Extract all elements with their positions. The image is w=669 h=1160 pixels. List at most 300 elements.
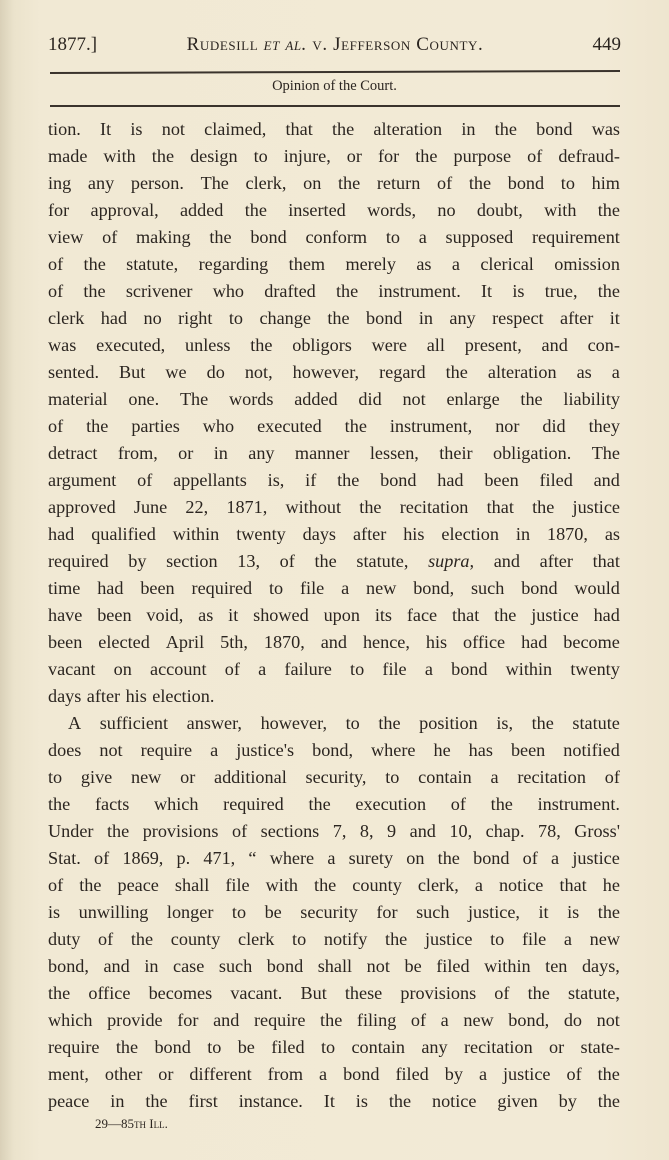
word: from, [117,443,158,463]
word: of [231,821,248,841]
word: such [416,902,450,922]
word: however, [260,713,327,733]
word: words, [367,200,417,220]
word: had [48,524,75,544]
word: in [418,308,433,328]
word: within [172,524,220,544]
word: county [170,929,221,949]
word: filed [539,470,573,490]
word: required [191,578,253,598]
word: ment, [48,1064,89,1084]
word: to [207,1037,222,1057]
word: not [99,740,123,760]
word: bond, [48,956,89,976]
word: a [258,659,267,679]
word: after [560,308,594,328]
word: respect [492,308,544,328]
word: a [341,578,350,598]
word: or [346,146,362,166]
text-line [48,872,620,899]
word: clerical [480,254,534,274]
word: the [314,875,337,895]
word: as [416,254,432,274]
header-rule-bottom [50,105,620,107]
word: the [597,902,620,922]
word: new [366,578,397,598]
word: his [425,632,448,652]
text-line [48,899,620,926]
text-line [48,1061,620,1088]
word: for [177,1010,199,1030]
word: which [153,794,199,814]
word: the [468,173,492,193]
word: claimed, [204,119,267,139]
word: inserted [288,200,346,220]
word: clerk, [245,173,287,193]
text-line [48,116,620,143]
word: instance. [238,1091,303,1111]
word: the [531,713,554,733]
text-line [48,170,620,197]
word: of [436,173,453,193]
word: 8, [359,821,374,841]
word: p. [176,848,191,868]
word: of [48,416,64,436]
word: bond [521,578,558,598]
word: provide [107,1010,163,1030]
word: of [279,551,295,571]
text-line [48,1088,620,1115]
text-line [48,359,620,386]
signature-mark: 29—85th Ill. [95,1116,168,1131]
word: his [125,686,147,706]
text-line [48,548,620,575]
text-line [48,467,620,494]
word: not [161,119,185,139]
word: the [532,497,555,517]
word: qualified [91,524,156,544]
text-line [48,143,620,170]
word: such [218,956,253,976]
word: a [611,362,620,382]
word: section [166,551,218,571]
word: a [474,875,483,895]
word: regard [379,362,426,382]
word: appellants [173,470,247,490]
word: of [522,848,538,868]
word: or [549,1037,565,1057]
word: instrument, [389,416,473,436]
word: enlarge [446,389,500,409]
word: words [228,389,274,409]
word: executed, [96,335,166,355]
word: within [505,659,553,679]
word: do [206,362,225,382]
word: 7, [332,821,347,841]
word: require [48,1037,100,1057]
word: justice [531,605,579,625]
word: change [259,308,311,328]
word: had [521,632,548,652]
word: elected [98,632,150,652]
word: 78, [538,821,561,841]
word: conform [305,227,368,247]
word: the [445,362,468,382]
word: any [248,443,275,463]
word: new [131,767,162,787]
word: requirement [532,227,620,247]
word: by [128,551,147,571]
word: is, [496,713,514,733]
word: and [409,821,436,841]
word: such [470,578,505,598]
word: to [345,713,360,733]
word: have [48,605,83,625]
word: new [463,1010,494,1030]
word: in [213,443,228,463]
case-title-italic: et al. [263,34,308,55]
word: a [551,848,560,868]
word: the [597,281,620,301]
word: in [144,956,159,976]
word: bond [250,227,287,247]
word: 471, [203,848,236,868]
word: notice [431,1091,477,1111]
word: bond [536,119,573,139]
word: to [268,578,284,598]
word: and [320,632,347,652]
word: a [418,227,427,247]
word: notified [563,740,620,760]
text-line [48,1034,620,1061]
word: shall [317,956,353,976]
opinion-body-text [48,116,620,1115]
word: instrument. [537,794,620,814]
word: The [591,443,620,463]
word: time [48,578,81,598]
word: hence, [362,632,410,652]
word: a [440,1010,449,1030]
word: Gross' [574,821,620,841]
word: statute, [356,551,409,571]
word: been [140,578,175,598]
word: of [566,1064,582,1084]
word: alteration [487,362,557,382]
word: bond [451,659,488,679]
word: unless [185,335,231,355]
word: added [179,200,224,220]
word: of [48,875,64,895]
word: the [437,848,460,868]
word: vacant [48,659,96,679]
word: defraud- [558,146,620,166]
word: added [294,389,338,409]
word: is [512,281,525,301]
word: on [406,848,425,868]
word: do [563,1010,582,1030]
word: or [178,443,194,463]
word: return [376,173,421,193]
word: the [250,335,273,355]
word: recitation [399,497,469,517]
word: justice [572,497,620,517]
word: a [490,767,499,787]
word: lessen, [369,443,419,463]
word: “ [248,848,257,868]
word: of [224,659,240,679]
word: after [352,524,387,544]
header-rule-top [50,70,620,73]
word: material [48,389,108,409]
text-line [48,413,620,440]
word: given [497,1091,538,1111]
word: as [198,605,214,625]
word: purpose [453,146,512,166]
word: from [267,1064,304,1084]
word: tion. [48,119,81,139]
word: would [574,578,620,598]
word: 1871, [226,497,268,517]
word: the [320,1010,343,1030]
word: omission [554,254,620,274]
text-line [48,1007,620,1034]
word: the [597,200,620,220]
word: the [597,1064,620,1084]
word: election. [152,686,215,706]
word: county [352,875,402,895]
word: to [320,1037,336,1057]
word: a [319,1064,328,1084]
word: notice [498,875,544,895]
word: made [48,146,88,166]
word: the [337,173,361,193]
word: office [463,632,506,652]
word: with [544,200,577,220]
word: the [86,416,109,436]
word: and [103,956,130,976]
word: not [366,956,390,976]
word: case [173,956,205,976]
word: supposed [445,227,514,247]
word: its [374,605,392,625]
word: the [83,254,106,274]
word: for [48,200,70,220]
word: failure [284,659,332,679]
word: be [404,956,422,976]
word: file [225,875,250,895]
word: longer [166,902,214,922]
word: vacant. [230,983,283,1003]
word: It [480,281,493,301]
word: filed [271,1037,305,1057]
word: person. [130,173,184,193]
word: and [493,551,520,571]
word: by [444,1064,463,1084]
text-line [48,251,620,278]
word: he [602,875,620,895]
text-line [48,440,620,467]
word: of [48,254,64,274]
word: bond [507,173,545,193]
word: obligors [292,335,352,355]
word: as [576,362,592,382]
page-number: 449 [592,34,621,55]
word: for [376,902,398,922]
word: bond [366,308,403,328]
word: is [355,1091,368,1111]
word: 9 [387,821,397,841]
word: is [567,902,580,922]
word: bond [380,470,417,490]
word: for [377,146,400,166]
word: execution [355,794,427,814]
word: liability [563,389,620,409]
word: alteration [373,119,443,139]
word: new [589,929,620,949]
word: statute, [567,983,620,1003]
word: were [371,335,407,355]
word: no [437,200,456,220]
word: the [327,308,350,328]
word: notify [323,929,368,949]
word: however, [292,362,360,382]
word: justice, [467,902,520,922]
word: in [461,119,476,139]
running-head-case-title [150,34,520,56]
word: required [48,551,109,571]
word: true, [544,281,578,301]
word: showed [253,605,309,625]
word: detract [48,443,98,463]
word: the [83,281,106,301]
word: 1870, [546,524,588,544]
text-line [48,791,620,818]
word: But [300,983,327,1003]
word: justice's [236,740,295,760]
word: the [415,146,438,166]
word: that [559,875,587,895]
text-line [48,494,620,521]
word: twenty [570,659,620,679]
word: not [402,389,426,409]
word: does [48,740,82,760]
word: The [200,173,229,193]
word: any [87,173,115,193]
word: peace [48,1091,90,1111]
word: a [424,659,433,679]
word: position [419,713,478,733]
word: of [494,983,510,1003]
word: 13, [237,551,261,571]
word: require [140,740,193,760]
word: A [68,713,82,733]
text-line [48,737,620,764]
word: the [308,794,331,814]
word: The [179,389,209,409]
case-title-part: v. Jefferson County. [307,34,484,55]
word: the [337,470,360,490]
text-line [48,332,620,359]
word: his [403,524,425,544]
word: one. [128,389,160,409]
word: in [515,524,531,544]
word: the [385,929,408,949]
text-line [48,845,620,872]
word: of [410,1010,427,1030]
word: provisions [142,821,219,841]
word: office [88,983,131,1003]
word: the [494,119,517,139]
word: 1869, [122,848,164,868]
word: shall [174,875,210,895]
word: unwilling [78,902,149,922]
word: been [97,605,132,625]
word: the [79,875,102,895]
word: not, [244,362,273,382]
word: doubt, [476,200,523,220]
text-line [48,521,620,548]
word: filing [356,1010,397,1030]
word: filed [436,956,470,976]
word: the [130,929,154,949]
word: other [104,1064,143,1084]
word: of [527,146,543,166]
word: the [359,497,382,517]
word: answer, [186,713,242,733]
word: statute [572,713,620,733]
text-line [48,683,620,710]
word: which [48,1010,93,1030]
word: with [265,875,298,895]
word: regarding [198,254,269,274]
word: 22, [185,497,209,517]
word: give [80,767,113,787]
word: has [468,740,493,760]
word: clerk, [417,875,459,895]
word: required [223,794,284,814]
word: manner [294,443,350,463]
word: parties [131,416,180,436]
word: sections [260,821,320,841]
section-subtitle: Opinion of the Court. [272,78,397,94]
word: nor [495,416,520,436]
word: it [609,308,620,328]
word: bond [343,1064,380,1084]
word: approved [48,497,116,517]
word: upon [323,605,360,625]
word: as [604,524,620,544]
word: bond, [312,740,354,760]
word: clerk [238,929,275,949]
word: it [228,605,239,625]
word: present, [464,335,522,355]
word: be [264,902,282,922]
word: the [48,983,71,1003]
word: justice [503,1064,551,1084]
word: filed [395,1064,429,1084]
case-title-part: Rudesill [186,34,264,55]
text-line [48,575,620,602]
word: of [450,794,466,814]
word: merely [345,254,396,274]
word: argument [48,470,117,490]
word: a [563,929,572,949]
word: con- [587,335,620,355]
word: on [303,173,322,193]
word: clerk [48,308,85,328]
word: election [441,524,499,544]
word: no [143,308,162,328]
